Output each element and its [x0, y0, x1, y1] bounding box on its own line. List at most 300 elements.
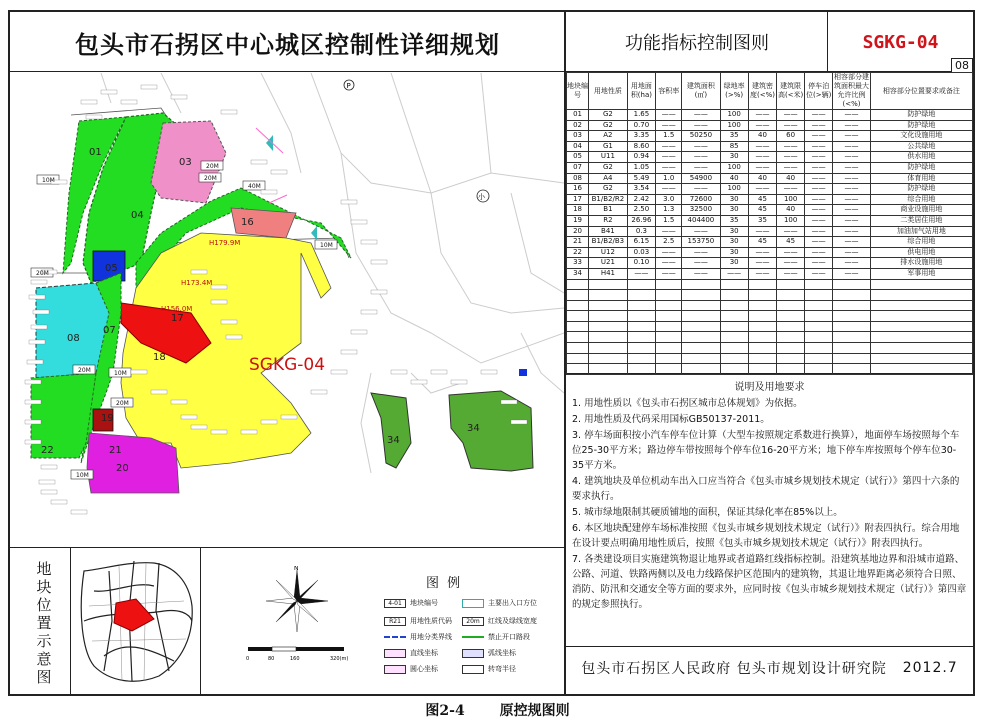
table-cell: 1.65	[627, 110, 655, 121]
table-row	[567, 258, 973, 269]
parcel-label: 04	[131, 210, 144, 221]
table-cell: 1.05	[627, 162, 655, 173]
road-width-label: 40M	[248, 183, 261, 190]
parcel-label: 16	[241, 217, 254, 228]
table-cell: U12	[589, 247, 628, 258]
table-cell: ——	[682, 268, 720, 279]
legend-label: 禁止开口路段	[488, 633, 530, 641]
zone-code: SGKG-04	[862, 31, 939, 53]
table-cell: G2	[589, 184, 628, 195]
table-cell: 60	[777, 131, 805, 142]
table-cell: ——	[627, 268, 655, 279]
figure-number: 图2-4	[425, 703, 465, 719]
table-cell: 供水用地	[870, 152, 972, 163]
parking-marker	[344, 80, 354, 90]
table-cell: 0.3	[627, 226, 655, 237]
notes-list	[572, 396, 968, 613]
table-cell: 30	[720, 194, 748, 205]
divider-footer	[566, 646, 973, 647]
table-cell: 30	[720, 258, 748, 269]
table-cell: G2	[589, 120, 628, 131]
table-cell: 40	[720, 173, 748, 184]
table-cell: ——	[805, 173, 833, 184]
legend-item	[462, 616, 537, 626]
parcel-label: 05	[105, 263, 118, 274]
table-cell: ——	[777, 258, 805, 269]
table-cell: 34	[567, 268, 589, 279]
table-header-cell: 停车泊位(>辆)	[805, 73, 833, 110]
table-cell: 2.50	[627, 205, 655, 216]
table-header-cell: 建筑面积(㎡)	[682, 73, 720, 110]
legend-swatch: R21	[384, 617, 406, 626]
sheet-number: 08	[951, 58, 973, 73]
table-cell: R2	[589, 215, 628, 226]
table-cell: ——	[656, 120, 682, 131]
table-cell: 45	[748, 194, 776, 205]
legend-swatch	[462, 665, 484, 674]
parcel-label: 34	[467, 423, 480, 434]
table-cell: ——	[777, 268, 805, 279]
legend-item	[384, 632, 452, 642]
table-cell: ——	[805, 205, 833, 216]
table-header-cell: 相容部分位置要求或备注	[870, 73, 972, 110]
table-cell: ——	[656, 226, 682, 237]
table-cell: 54900	[682, 173, 720, 184]
table-row	[567, 110, 973, 121]
table-cell: ——	[682, 141, 720, 152]
table-cell: 综合用地	[870, 237, 972, 248]
table-cell: ——	[805, 194, 833, 205]
table-cell: U21	[589, 258, 628, 269]
table-cell: ——	[805, 110, 833, 121]
table-cell: 26.96	[627, 215, 655, 226]
legend-item	[384, 648, 438, 658]
table-cell: ——	[682, 152, 720, 163]
table-cell: 40	[748, 173, 776, 184]
parcel-label: 19	[101, 413, 114, 424]
parcel-label: 17	[171, 313, 184, 324]
table-cell: ——	[805, 184, 833, 195]
table-cell: ——	[656, 152, 682, 163]
table-cell: 供电用地	[870, 247, 972, 258]
table-cell: 100	[777, 215, 805, 226]
figure-title: 原控规图则	[499, 703, 570, 719]
table-cell: 100	[720, 110, 748, 121]
parcel-label: 03	[179, 157, 192, 168]
elevation-label: H156.0M	[161, 305, 193, 313]
school-marker-label: 小	[478, 193, 485, 201]
parking-marker-label: P	[346, 82, 351, 90]
table-header-cell: 建筑限高(<米)	[777, 73, 805, 110]
table-cell: 2.42	[627, 194, 655, 205]
table-cell: ——	[682, 120, 720, 131]
table-cell: 45	[777, 237, 805, 248]
table-cell: A4	[589, 173, 628, 184]
table-cell: 二类居住用地	[870, 215, 972, 226]
parcel-33	[519, 369, 527, 376]
land-use-map	[11, 73, 564, 547]
table-cell: ——	[777, 120, 805, 131]
table-cell: ——	[805, 215, 833, 226]
legend-swatch	[462, 649, 484, 658]
note-item: 6. 本区地块配建停车场标准按照《包头市城乡规划技术规定（试行）》附表四执行。综合用地在设计要点明确用地性质后，按照《包头市城乡规划技术规定（试行）》附表四执行。	[572, 523, 960, 549]
table-cell: 0.70	[627, 120, 655, 131]
table-cell: ——	[805, 226, 833, 237]
table-cell: 3.54	[627, 184, 655, 195]
table-cell: 0.10	[627, 258, 655, 269]
table-cell: ——	[682, 247, 720, 258]
table-cell: 404400	[682, 215, 720, 226]
table-row	[567, 247, 973, 258]
legend-title: 图 例	[426, 576, 463, 591]
table-cell: 防护绿地	[870, 184, 972, 195]
table-cell: B1/B2/B3	[589, 237, 628, 248]
legend-swatch	[384, 665, 406, 674]
table-cell: 1.3	[656, 205, 682, 216]
table-cell: 40	[777, 205, 805, 216]
indicator-table	[566, 72, 973, 375]
table-cell: ——	[805, 268, 833, 279]
divider-loc	[70, 548, 71, 694]
table-cell: ——	[656, 162, 682, 173]
legend-label: 地块编号	[410, 599, 438, 607]
table-row-empty	[567, 290, 973, 301]
figure-caption	[0, 700, 995, 720]
table-cell: 85	[720, 141, 748, 152]
table-cell: ——	[833, 120, 871, 131]
divider-loc2	[200, 548, 201, 694]
table-cell: 50250	[682, 131, 720, 142]
table-cell: ——	[656, 110, 682, 121]
table-cell: ——	[748, 141, 776, 152]
table-cell: 17	[567, 194, 589, 205]
table-cell: ——	[682, 226, 720, 237]
road-width-label: 10M	[42, 177, 55, 184]
table-cell: ——	[656, 268, 682, 279]
legend-label: 直线坐标	[410, 649, 438, 657]
table-cell: 45	[748, 205, 776, 216]
road-width-label: 10M	[320, 242, 333, 249]
table-cell: ——	[833, 184, 871, 195]
table-cell: ——	[748, 247, 776, 258]
table-cell: 文化设施用地	[870, 131, 972, 142]
table-cell: ——	[833, 215, 871, 226]
table-cell: ——	[656, 184, 682, 195]
table-header-cell: 容积率	[656, 73, 682, 110]
table-row-empty	[567, 279, 973, 290]
table-cell: ——	[748, 152, 776, 163]
table-cell: ——	[833, 237, 871, 248]
table-cell: ——	[748, 184, 776, 195]
table-cell: 商业设施用地	[870, 205, 972, 216]
table-row	[567, 237, 973, 248]
table-row	[567, 226, 973, 237]
table-row-empty	[567, 364, 973, 375]
table-cell: 40	[748, 131, 776, 142]
table-cell: 03	[567, 131, 589, 142]
road-width-label: 10M	[114, 370, 127, 377]
table-header-cell: 相容部分建筑面积最大允许比例(<%)	[833, 73, 869, 108]
table-cell: ——	[777, 247, 805, 258]
table-cell: ——	[833, 131, 871, 142]
table-cell: ——	[748, 268, 776, 279]
scale-tick-2: 160	[290, 656, 300, 662]
table-header-cell: 用地面积(ha)	[627, 73, 655, 110]
footer	[566, 648, 973, 688]
table-row-empty	[567, 311, 973, 322]
table-cell: 30	[720, 226, 748, 237]
table-row	[567, 141, 973, 152]
table-cell: 04	[567, 141, 589, 152]
legend-swatch	[462, 636, 484, 638]
table-row-empty	[567, 321, 973, 332]
legend-item	[462, 598, 537, 608]
table-cell: ——	[805, 162, 833, 173]
parcel-label: 18	[153, 352, 166, 363]
table-header-cell: 地块编号	[567, 73, 589, 110]
table-cell: 02	[567, 120, 589, 131]
table-cell: A2	[589, 131, 628, 142]
table-cell: H41	[589, 268, 628, 279]
table-cell: ——	[777, 162, 805, 173]
note-item: 3. 停车场面积按小汽车停车位计算（大型车按照规定系数进行换算），地面停车场按照每个车位25-30平方米；路边停车带按照每个停车位16-20平方米；地下停车库按照每个停车位30-35平方米。	[572, 430, 960, 471]
table-cell: ——	[833, 110, 871, 121]
table-row-empty	[567, 343, 973, 354]
location-map-label: 地块位置示意图	[36, 560, 52, 686]
table-cell: 30	[720, 247, 748, 258]
table-cell: ——	[777, 141, 805, 152]
table-cell: 20	[567, 226, 589, 237]
road-width-label: 20M	[36, 270, 49, 277]
table-cell: ——	[656, 258, 682, 269]
table-cell: ——	[833, 226, 871, 237]
table-cell: ——	[682, 110, 720, 121]
table-cell: 30	[720, 152, 748, 163]
table-cell: ——	[748, 162, 776, 173]
legend-item	[462, 632, 530, 642]
note-item: 1. 用地性质以《包头市石拐区城市总体规划》为依据。	[572, 398, 803, 409]
table-cell: 8.60	[627, 141, 655, 152]
table-cell: 公共绿地	[870, 141, 972, 152]
school-marker	[477, 190, 489, 202]
table-cell: 100	[720, 120, 748, 131]
table-cell: 35	[720, 131, 748, 142]
parcel-34-west	[371, 393, 411, 468]
scale-tick-1: 80	[268, 656, 275, 662]
parcel-label: 34	[387, 435, 400, 446]
table-cell: ——	[805, 258, 833, 269]
sheet-subtitle: 功能指标控制图则	[625, 33, 769, 54]
legend-label: 用地分类界线	[410, 633, 452, 641]
table-cell: 07	[567, 162, 589, 173]
table-cell: 军事用地	[870, 268, 972, 279]
table-cell: 100	[720, 184, 748, 195]
table-cell: 100	[777, 194, 805, 205]
elevation-label: H173.4M	[181, 279, 213, 287]
table-row	[567, 131, 973, 142]
table-cell: 防护绿地	[870, 162, 972, 173]
note-item: 4. 建筑地块及单位机动车出入口应当符合《包头市城乡规划技术规定（试行）》第四十六条的要求执行。	[572, 476, 960, 502]
table-cell: 0.03	[627, 247, 655, 258]
note-item: 7. 各类建设项目实施建筑物退让地界或者道路红线指标控制。沿建筑基地边界和沿城市道路、公路、河道、铁路两侧以及电力线路保护区范围内的建筑物，其退让地界距离必须符合日照、消防、防汛和交通安全等方面的要求外，应同时按《包头市城乡规划技术规定（试行）》第四章的规定参照执行。	[572, 554, 967, 610]
parcel-label: 07	[103, 325, 116, 336]
table-cell: 5.49	[627, 173, 655, 184]
table-cell: ——	[805, 152, 833, 163]
note-item: 2. 用地性质及代码采用国标GB50137-2011。	[572, 414, 770, 425]
table-cell: ——	[833, 173, 871, 184]
table-cell: B41	[589, 226, 628, 237]
table-cell: 0.94	[627, 152, 655, 163]
legend-swatch	[384, 649, 406, 658]
table-cell: 2.5	[656, 237, 682, 248]
table-cell: 35	[748, 215, 776, 226]
parcel-label: 22	[41, 445, 54, 456]
parcel-label: 21	[109, 445, 122, 456]
table-cell: ——	[748, 110, 776, 121]
table-cell: 3.0	[656, 194, 682, 205]
table-cell: ——	[748, 258, 776, 269]
table-cell: ——	[777, 226, 805, 237]
table-row	[567, 205, 973, 216]
parcel-label: 20	[116, 463, 129, 474]
table-cell: ——	[720, 268, 748, 279]
table-cell: 防护绿地	[870, 120, 972, 131]
table-cell: 01	[567, 110, 589, 121]
svg-text:N: N	[294, 566, 299, 572]
table-row	[567, 268, 973, 279]
table-header-cell: 建筑密度(<%)	[748, 73, 776, 110]
table-cell: G2	[589, 162, 628, 173]
legend-item	[462, 664, 516, 674]
table-cell: G1	[589, 141, 628, 152]
table-row	[567, 152, 973, 163]
road-width-label: 10M	[76, 472, 89, 479]
legend-label: 主要出入口方位	[488, 599, 537, 607]
table-cell: ——	[682, 258, 720, 269]
table-cell: ——	[777, 152, 805, 163]
legend-item	[384, 616, 452, 626]
table-row	[567, 184, 973, 195]
table-cell: B1	[589, 205, 628, 216]
road-width-label: 20M	[206, 163, 219, 170]
table-cell: ——	[748, 226, 776, 237]
table-row	[567, 120, 973, 131]
table-cell: 排水设施用地	[870, 258, 972, 269]
table-cell: 体育用地	[870, 173, 972, 184]
legend-swatch: 20m	[462, 617, 484, 626]
table-cell: ——	[805, 131, 833, 142]
table-cell: 08	[567, 173, 589, 184]
plan-title: 包头市石拐区中心城区控制性详细规划	[75, 30, 500, 59]
table-cell: ——	[833, 141, 871, 152]
table-cell: 6.15	[627, 237, 655, 248]
table-cell: ——	[805, 247, 833, 258]
table-cell: 加油加气站用地	[870, 226, 972, 237]
table-header-cell: 用地性质	[589, 73, 628, 110]
scale-tick-3: 320(m)	[330, 656, 349, 662]
table-row-empty	[567, 353, 973, 364]
table-cell: 22	[567, 247, 589, 258]
table-cell: 30	[720, 205, 748, 216]
table-cell: 05	[567, 152, 589, 163]
table-cell: 72600	[682, 194, 720, 205]
location-highlight	[114, 599, 154, 631]
elevation-label: H179.9M	[209, 239, 241, 247]
legend-item	[384, 664, 438, 674]
table-row-empty	[567, 300, 973, 311]
table-cell: ——	[748, 120, 776, 131]
table-cell: ——	[805, 141, 833, 152]
legend-swatch: 4-01	[384, 599, 406, 608]
table-row	[567, 215, 973, 226]
table-cell: 防护绿地	[870, 110, 972, 121]
table-cell: ——	[833, 194, 871, 205]
table-cell: 30	[720, 237, 748, 248]
footer-date: 2012.7	[902, 660, 958, 676]
table-cell: G2	[589, 110, 628, 121]
table-cell: 153750	[682, 237, 720, 248]
divider-map-bottom	[10, 547, 565, 548]
legend-item	[384, 598, 438, 608]
north-arrow-icon	[262, 566, 332, 636]
table-cell: 100	[720, 162, 748, 173]
table-cell: 3.35	[627, 131, 655, 142]
notes-title: 说明及用地要求	[734, 382, 805, 393]
table-cell: ——	[833, 268, 871, 279]
table-cell: 1.5	[656, 131, 682, 142]
table-cell: 1.0	[656, 173, 682, 184]
table-cell: U11	[589, 152, 628, 163]
legend-label: 转弯半径	[488, 665, 516, 673]
table-cell: 1.5	[656, 215, 682, 226]
table-cell: ——	[833, 162, 871, 173]
table-cell: 35	[720, 215, 748, 226]
location-map	[74, 551, 198, 691]
table-cell: 33	[567, 258, 589, 269]
parcel-label: 01	[89, 147, 102, 158]
table-cell: 16	[567, 184, 589, 195]
road-width-label: 20M	[78, 367, 91, 374]
table-cell: ——	[833, 247, 871, 258]
table-row	[567, 194, 973, 205]
legend-swatch	[462, 599, 484, 608]
legend-label: 弧线坐标	[488, 649, 516, 657]
table-cell: ——	[777, 184, 805, 195]
scale-bar	[240, 645, 350, 667]
scale-tick-0: 0	[246, 656, 250, 662]
note-item: 5. 城市绿地限制其硬质铺地的面积，保证其绿化率在85%以上。	[572, 507, 843, 518]
legend-item	[462, 648, 516, 658]
road-width-label: 20M	[116, 400, 129, 407]
table-header-cell: 绿地率(>%)	[720, 73, 748, 110]
table-cell: ——	[833, 205, 871, 216]
table-cell: B1/B2/R2	[589, 194, 628, 205]
table-cell: 40	[777, 173, 805, 184]
table-cell: 32500	[682, 205, 720, 216]
table-cell: 18	[567, 205, 589, 216]
table-cell: 45	[748, 237, 776, 248]
table-cell: ——	[833, 152, 871, 163]
legend-swatch	[384, 636, 406, 638]
table-row	[567, 173, 973, 184]
legend-label: 红线及绿线宽度	[488, 617, 537, 625]
table-cell: ——	[777, 110, 805, 121]
table-cell: ——	[682, 184, 720, 195]
footer-org: 包头市石拐区人民政府 包头市规划设计研究院	[581, 661, 887, 677]
table-cell: ——	[682, 162, 720, 173]
table-cell: ——	[805, 120, 833, 131]
table-cell: ——	[656, 247, 682, 258]
